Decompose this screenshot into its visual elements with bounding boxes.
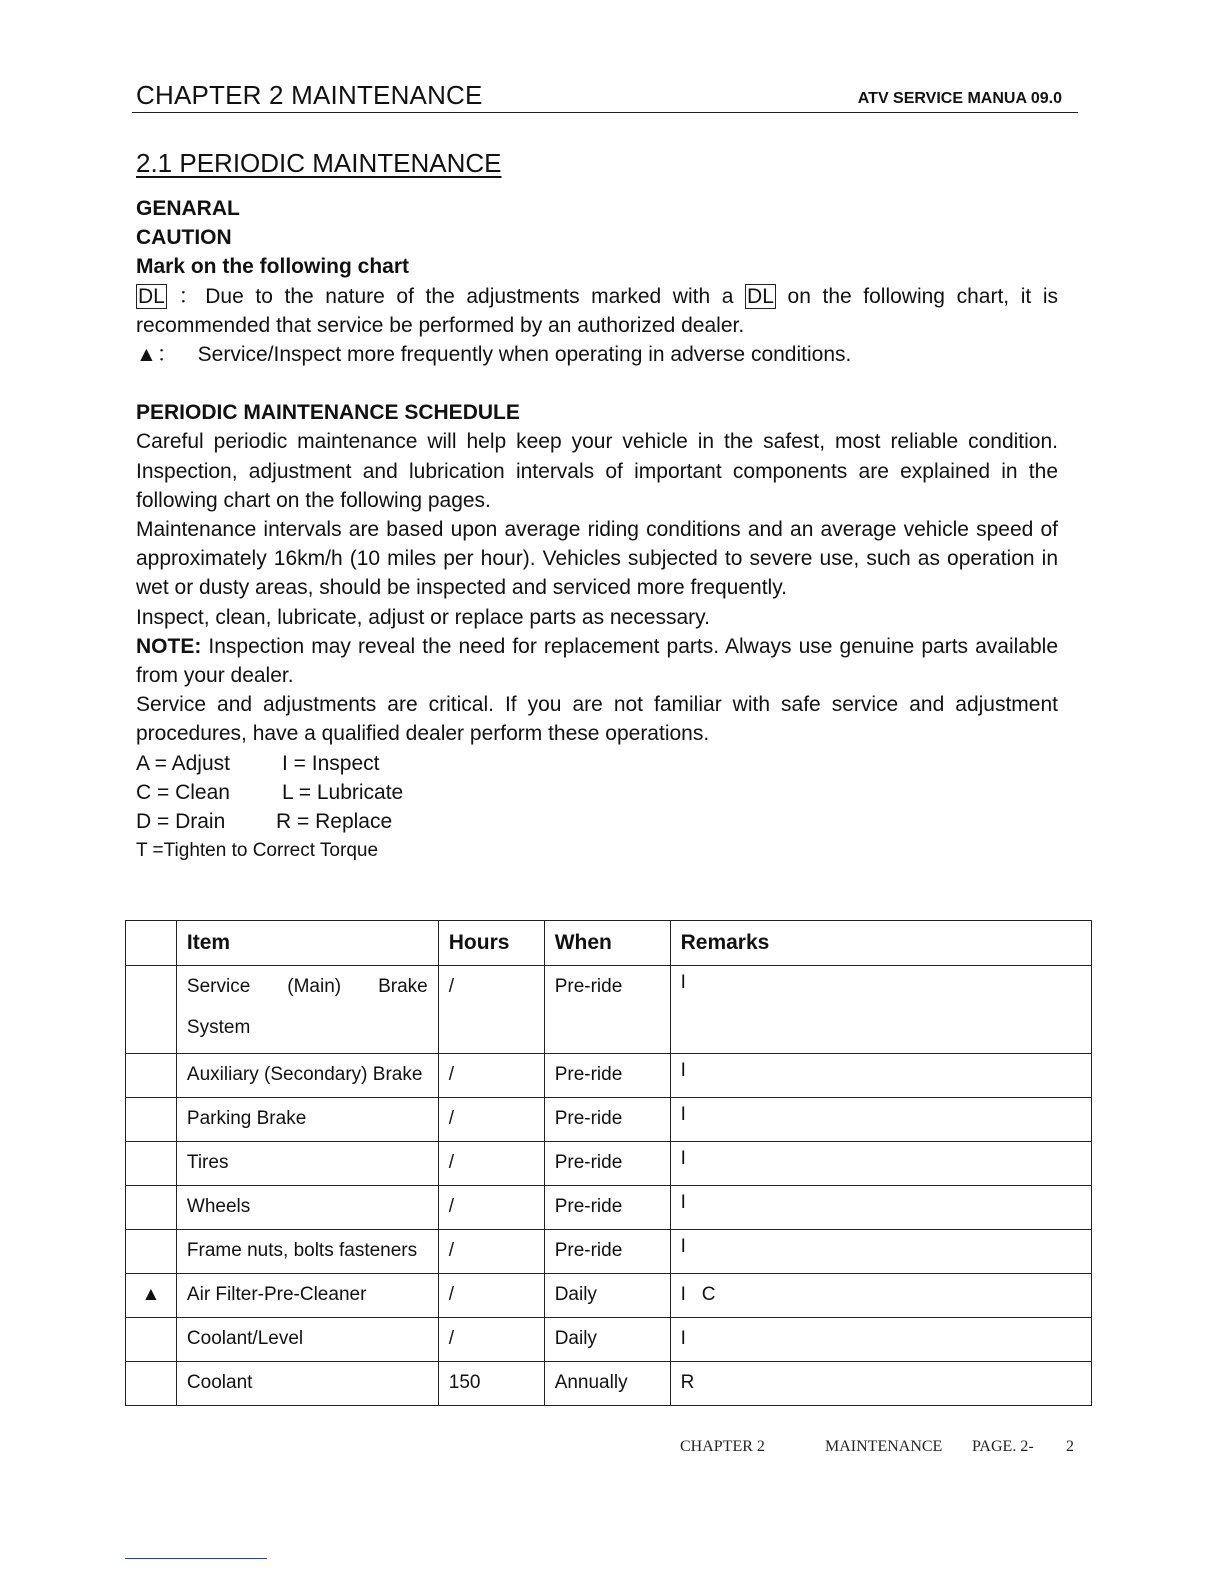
row-mark xyxy=(126,1142,177,1186)
dl-note xyxy=(136,282,1058,340)
triangle-icon: ▲： xyxy=(136,343,178,367)
footer-page-label: PAGE. 2- xyxy=(972,1438,1034,1455)
row-hours: / xyxy=(438,1230,544,1274)
legend-tighten: T =Tighten to Correct Torque xyxy=(136,840,379,862)
manual-title: ATV SERVICE MANUA 09.0 xyxy=(857,90,1062,107)
row-mark xyxy=(126,966,177,1054)
row-hours: / xyxy=(438,1186,544,1230)
row-mark xyxy=(126,1054,177,1098)
legend-row-1 xyxy=(136,749,1058,778)
row-remarks: I xyxy=(670,1186,1091,1230)
row-remarks: I xyxy=(670,1230,1091,1274)
row-item: Coolant/Level xyxy=(176,1318,438,1362)
schedule-heading: PERIODIC MAINTENANCE SCHEDULE xyxy=(136,401,520,425)
row-remarks: I C xyxy=(670,1274,1091,1318)
mark-heading: Mark on the following chart xyxy=(136,255,410,279)
table-row xyxy=(126,966,1092,1054)
table-row xyxy=(126,1230,1092,1274)
header-item: Item xyxy=(176,921,438,966)
row-when: Pre-ride xyxy=(544,1142,670,1186)
row-when: Pre-ride xyxy=(544,1230,670,1274)
table-row xyxy=(126,1054,1092,1098)
table-row xyxy=(126,1318,1092,1362)
legend-adjust: A = Adjust xyxy=(136,751,230,775)
note-text: Inspection may reveal the need for replacement parts. Always use genuine parts available from your dealer. xyxy=(136,634,1058,688)
legend-row-2 xyxy=(136,778,1058,807)
table-row xyxy=(126,1274,1092,1318)
row-hours: / xyxy=(438,966,544,1054)
row-remarks: I xyxy=(670,1318,1091,1362)
page-header xyxy=(132,78,1078,113)
row-hours: / xyxy=(438,1318,544,1362)
maintenance-table xyxy=(125,920,1092,1406)
row-remarks: R xyxy=(670,1362,1091,1406)
row-item: Parking Brake xyxy=(176,1098,438,1142)
row-hours: / xyxy=(438,1274,544,1318)
header-remarks: Remarks xyxy=(670,921,1091,966)
row-when: Daily xyxy=(544,1318,670,1362)
row-remarks: I xyxy=(670,966,1091,1054)
header-hours: Hours xyxy=(438,921,544,966)
row-mark xyxy=(126,1186,177,1230)
legend-inspect: I = Inspect xyxy=(282,751,380,775)
intro-paragraph-3: Inspect, clean, lubricate, adjust or replace parts as necessary. xyxy=(136,605,710,629)
row-when: Pre-ride xyxy=(544,1186,670,1230)
row-remarks: I xyxy=(670,1142,1091,1186)
row-hours: / xyxy=(438,1142,544,1186)
row-hours: 150 xyxy=(438,1362,544,1406)
triangle-text: Service/Inspect more frequently when operating in adverse conditions. xyxy=(197,343,852,367)
header-mark xyxy=(126,921,177,966)
row-item: Wheels xyxy=(176,1186,438,1230)
note-paragraph xyxy=(136,632,1058,690)
dl-symbol: DL xyxy=(138,284,165,308)
row-remarks: I xyxy=(670,1098,1091,1142)
legend-replace: R = Replace xyxy=(276,810,393,834)
body-text xyxy=(136,194,1058,865)
row-item: Air Filter-Pre-Cleaner xyxy=(176,1274,438,1318)
dl-text-part1: ：Due to the nature of the adjustments marked with a xyxy=(178,284,734,308)
legend-row-3 xyxy=(136,807,1058,836)
triangle-note xyxy=(136,340,1058,369)
row-mark xyxy=(126,1362,177,1406)
legend-lubricate: L = Lubricate xyxy=(282,780,404,804)
dl-text-part2: on the following chart, it is recommended that service be performed by an authorized dealer. xyxy=(136,284,1058,337)
row-item: Service (Main) Brake System xyxy=(176,966,438,1054)
row-remarks: I xyxy=(670,1054,1091,1098)
row-hours: / xyxy=(438,1098,544,1142)
note-label: NOTE: xyxy=(136,634,202,658)
row-when: Daily xyxy=(544,1274,670,1318)
triangle-icon: ▲ xyxy=(126,1274,177,1318)
row-when: Annually xyxy=(544,1362,670,1406)
row-when: Pre-ride xyxy=(544,1054,670,1098)
footer-section: MAINTENANCE xyxy=(825,1438,943,1455)
row-item: Coolant xyxy=(176,1362,438,1406)
row-item: Frame nuts, bolts fasteners xyxy=(176,1230,438,1274)
table-row xyxy=(126,1098,1092,1142)
row-mark xyxy=(126,1098,177,1142)
chapter-title: CHAPTER 2 MAINTENANCE xyxy=(136,80,483,110)
table-row xyxy=(126,1186,1092,1230)
intro-paragraph-2: Maintenance intervals are based upon average riding conditions and an average vehicle speed of approximately 16km/h (10 miles per hour). Vehicles subjected to severe use, such as operation in wet or dusty areas, should be inspected and serviced more frequently. xyxy=(136,518,1058,600)
general-heading: GENARAL xyxy=(136,197,240,220)
header-when: When xyxy=(544,921,670,966)
legend-drain: D = Drain xyxy=(136,810,226,834)
intro-paragraph-1: Careful periodic maintenance will help keep your vehicle in the safest, most reliable condition. Inspection, adjustment and lubrication intervals of important components are explained in the following chart on the following pages. xyxy=(136,430,1058,512)
legend-clean: C = Clean xyxy=(136,780,230,804)
bottom-rule xyxy=(125,1558,267,1559)
row-mark xyxy=(126,1230,177,1274)
row-hours: / xyxy=(438,1054,544,1098)
row-mark xyxy=(126,1318,177,1362)
footer-page-number: 2 xyxy=(1066,1438,1074,1455)
row-when: Pre-ride xyxy=(544,966,670,1054)
section-title: 2.1 PERIODIC MAINTENANCE xyxy=(136,148,502,178)
row-item: Tires xyxy=(176,1142,438,1186)
row-when: Pre-ride xyxy=(544,1098,670,1142)
table-header-row xyxy=(126,921,1092,966)
intro-paragraph-4: Service and adjustments are critical. If you are not familiar with safe service and adjustment procedures, have a qualified dealer perform these operations. xyxy=(136,693,1058,746)
table-row xyxy=(126,1142,1092,1186)
table-row xyxy=(126,1362,1092,1406)
row-item: Auxiliary (Secondary) Brake xyxy=(176,1054,438,1098)
dl-symbol-inline: DL xyxy=(747,284,774,308)
footer-chapter: CHAPTER 2 xyxy=(680,1438,765,1455)
caution-heading: CAUTION xyxy=(136,226,232,250)
